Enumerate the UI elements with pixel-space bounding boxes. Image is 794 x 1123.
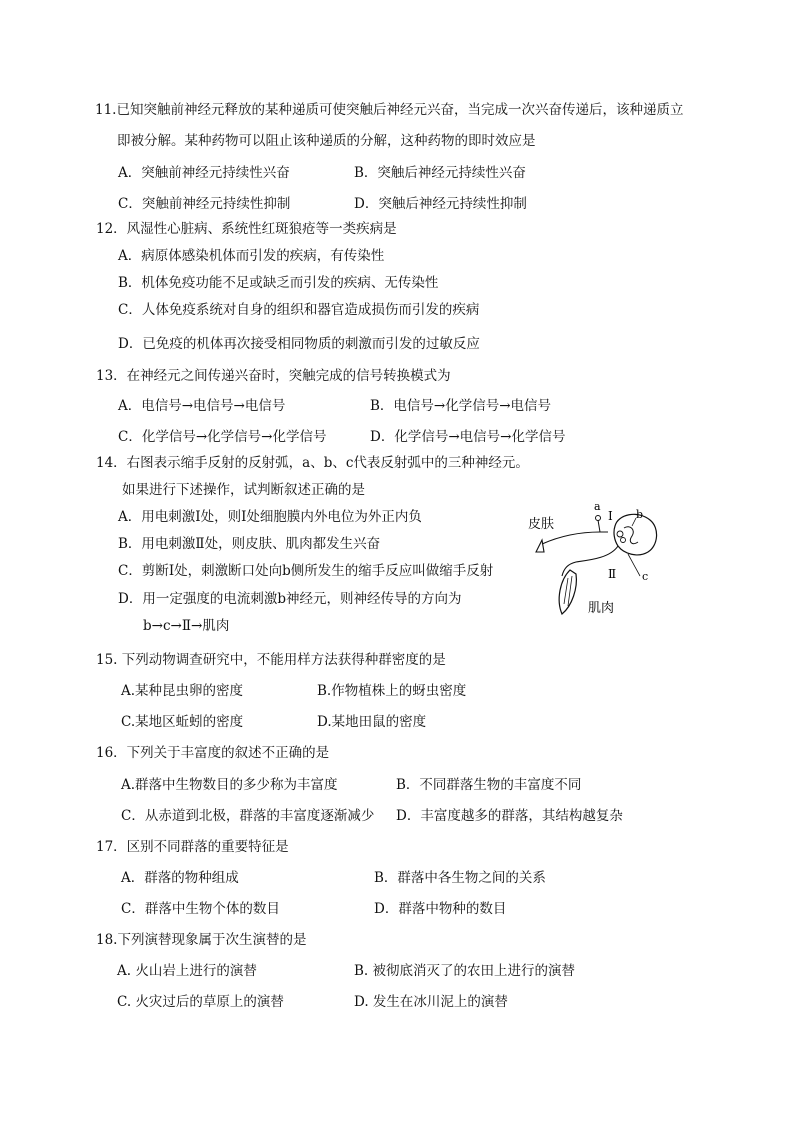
question-11-option-b: B．突触后神经元持续性兴奋 [354,165,526,181]
figure-label-c: c [642,570,649,583]
question-14-stem-line2: 如果进行下述操作，试判断叙述正确的是 [122,482,365,498]
question-15-option-d: D.某地田鼠的密度 [317,714,427,730]
question-17-option-d: D．群落中物种的数目 [374,901,507,917]
question-11-stem-line2: 即被分解。某种药物可以阻止该种递质的分解，这种药物的即时效应是 [117,133,536,149]
question-13-option-c: C．化学信号→化学信号→化学信号 [118,429,327,445]
question-16-option-c: C．从赤道到北极，群落的丰富度逐渐减少 [121,808,375,824]
skin-receptor [536,540,544,552]
question-12-option-c: C．人体免疫系统对自身的组织和器官造成损伤而引发的疾病 [118,302,480,318]
question-16-option-a: A.群落中生物数目的多少称为丰富度 [121,777,338,793]
reflex-arc-figure [520,496,670,626]
question-12-option-a: A．病原体感染机体而引发的疾病，有传染性 [118,248,385,264]
question-11-stem-line1: 11.已知突触前神经元释放的某种递质可使突触后神经元兴奋，当完成一次兴奋传递后，该种递质立 [95,102,684,118]
question-14-option-a: A．用电刺激Ⅰ处，则Ⅰ处细胞膜内外电位为外正内负 [118,509,422,525]
question-15-stem: 15. 下列动物调查研究中，不能用样方法获得种群密度的是 [96,652,446,668]
figure-label-II: Ⅱ [608,567,617,581]
question-13-option-a: A．电信号→电信号→电信号 [118,398,286,414]
question-16-stem: 16．下列关于丰富度的叙述不正确的是 [96,745,330,761]
question-16-option-b: B．不同群落生物的丰富度不同 [396,777,582,793]
question-18-option-c: C. 火灾过后的草原上的演替 [117,994,284,1010]
muscle [559,570,576,614]
question-14-stem-line1: 14．右图表示缩手反射的反射弧，a、b、c代表反射弧中的三种神经元。 [96,455,529,471]
question-11-option-c: C．突触前神经元持续性抑制 [118,196,291,212]
figure-label-I: Ⅰ [608,509,613,523]
question-12-stem: 12．风湿性心脏病、系统性红斑狼疮等一类疾病是 [96,221,397,237]
question-13-option-d: D．化学信号→电信号→化学信号 [370,429,566,445]
question-14-option-d-line2: b→c→Ⅱ→肌肉 [143,618,230,634]
question-11-option-d: D．突触后神经元持续性抑制 [354,196,527,212]
question-17-option-c: C．群落中生物个体的数目 [121,901,280,917]
question-15-option-b: B.作物植株上的蚜虫密度 [317,683,467,699]
question-17-option-b: B．群落中各生物之间的关系 [374,870,546,886]
figure-label-a: a [594,500,601,513]
question-15-option-c: C.某地区蚯蚓的密度 [121,714,244,730]
question-13-option-b: B．电信号→化学信号→电信号 [370,398,552,414]
question-15-option-a: A.某种昆虫卵的密度 [121,683,244,699]
question-16-option-d: D．丰富度越多的群落，其结构越复杂 [396,808,623,824]
question-18-stem: 18.下列演替现象属于次生演替的是 [96,932,307,948]
question-17-option-a: A．群落的物种组成 [121,870,239,886]
ganglion-a [596,516,601,521]
question-14-option-c: C．剪断Ⅰ处，刺激断口处向b侧所发生的缩手反应叫做缩手反射 [118,563,494,579]
question-14-option-b: B．用电刺激Ⅱ处，则皮肤、肌肉都发生兴奋 [118,536,381,552]
figure-label-b: b [636,508,644,521]
afferent-nerve [542,532,608,544]
question-12-option-b: B．机体免疫功能不足或缺乏而引发的疾病、无传染性 [118,275,439,291]
figure-label-skin: 皮肤 [528,517,555,532]
question-11-option-a: A．突触前神经元持续性兴奋 [118,165,290,181]
figure-label-muscle: 肌肉 [588,601,615,616]
question-18-option-d: D. 发生在冰川泥上的演替 [354,994,508,1010]
question-18-option-a: A. 火山岩上进行的演替 [117,963,257,979]
question-13-stem: 13．在神经元之间传递兴奋时，突触完成的信号转换模式为 [96,368,451,384]
question-18-option-b: B. 被彻底消灭了的农田上进行的演替 [354,963,576,979]
question-14-option-d-line1: D．用一定强度的电流刺激b神经元，则神经传导的方向为 [118,591,462,607]
question-17-stem: 17．区别不同群落的重要特征是 [96,839,289,855]
question-12-option-d: D．已免疫的机体再次接受相同物质的刺激而引发的过敏反应 [118,336,480,352]
